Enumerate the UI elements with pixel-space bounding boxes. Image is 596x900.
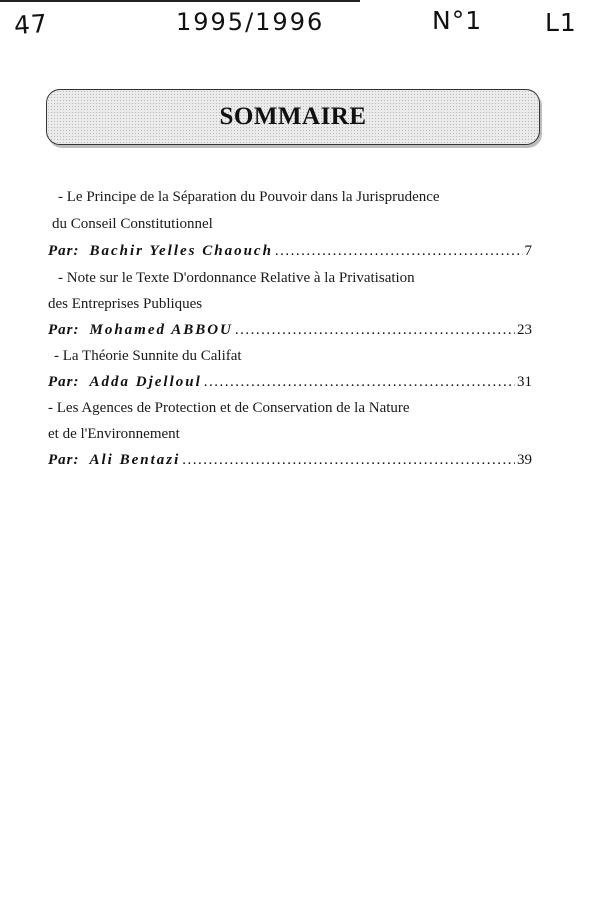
handwritten-years: 1995/1996 (176, 8, 325, 36)
toc-entry-title-line: du Conseil Constitutionnel (52, 216, 213, 232)
leader-dots (204, 375, 515, 390)
leader-dots (182, 453, 515, 468)
author-name: Mohamed ABBOU (89, 322, 233, 338)
sommaire-title: SOMMAIRE (219, 103, 367, 130)
toc-entry-title-line: - Le Principe de la Séparation du Pouvoir dans la Jurisprudence (58, 189, 440, 205)
page-number: 7 (524, 243, 532, 259)
leader-dots (235, 323, 515, 338)
toc-entry-author-line[interactable] (48, 323, 532, 338)
sommaire-banner (46, 89, 540, 145)
par-label: Par: (48, 374, 80, 390)
toc-entry-author-line[interactable] (48, 453, 532, 468)
toc-entry-title-line: et de l'Environnement (48, 426, 180, 442)
top-rule (0, 0, 360, 2)
toc-entry-title-line: des Entreprises Publiques (48, 296, 203, 312)
toc-entry-title-line: - La Théorie Sunnite du Califat (54, 348, 242, 364)
toc-entry-title-line: - Les Agences de Protection et de Conservation de la Nature (48, 400, 410, 416)
author-name: Bachir Yelles Chaouch (89, 243, 273, 259)
page-number: 39 (517, 452, 532, 468)
page-number: 31 (517, 374, 532, 390)
par-label: Par: (48, 322, 80, 338)
author-name: Adda Djelloul (89, 374, 202, 390)
par-label: Par: (48, 452, 80, 468)
author-name: Ali Bentazi (89, 452, 181, 468)
toc-entry-author-line[interactable] (48, 375, 532, 390)
leader-dots (275, 244, 523, 259)
handwritten-volume: L1 (545, 8, 577, 37)
handwritten-page-number: 47 (13, 8, 49, 41)
page-number: 23 (517, 322, 532, 338)
handwritten-issue-number: N°1 (432, 6, 483, 35)
toc-entry-author-line[interactable] (48, 244, 532, 259)
toc-entry-title-line: - Note sur le Texte D'ordonnance Relative à la Privatisation (58, 270, 415, 286)
par-label: Par: (48, 243, 80, 259)
